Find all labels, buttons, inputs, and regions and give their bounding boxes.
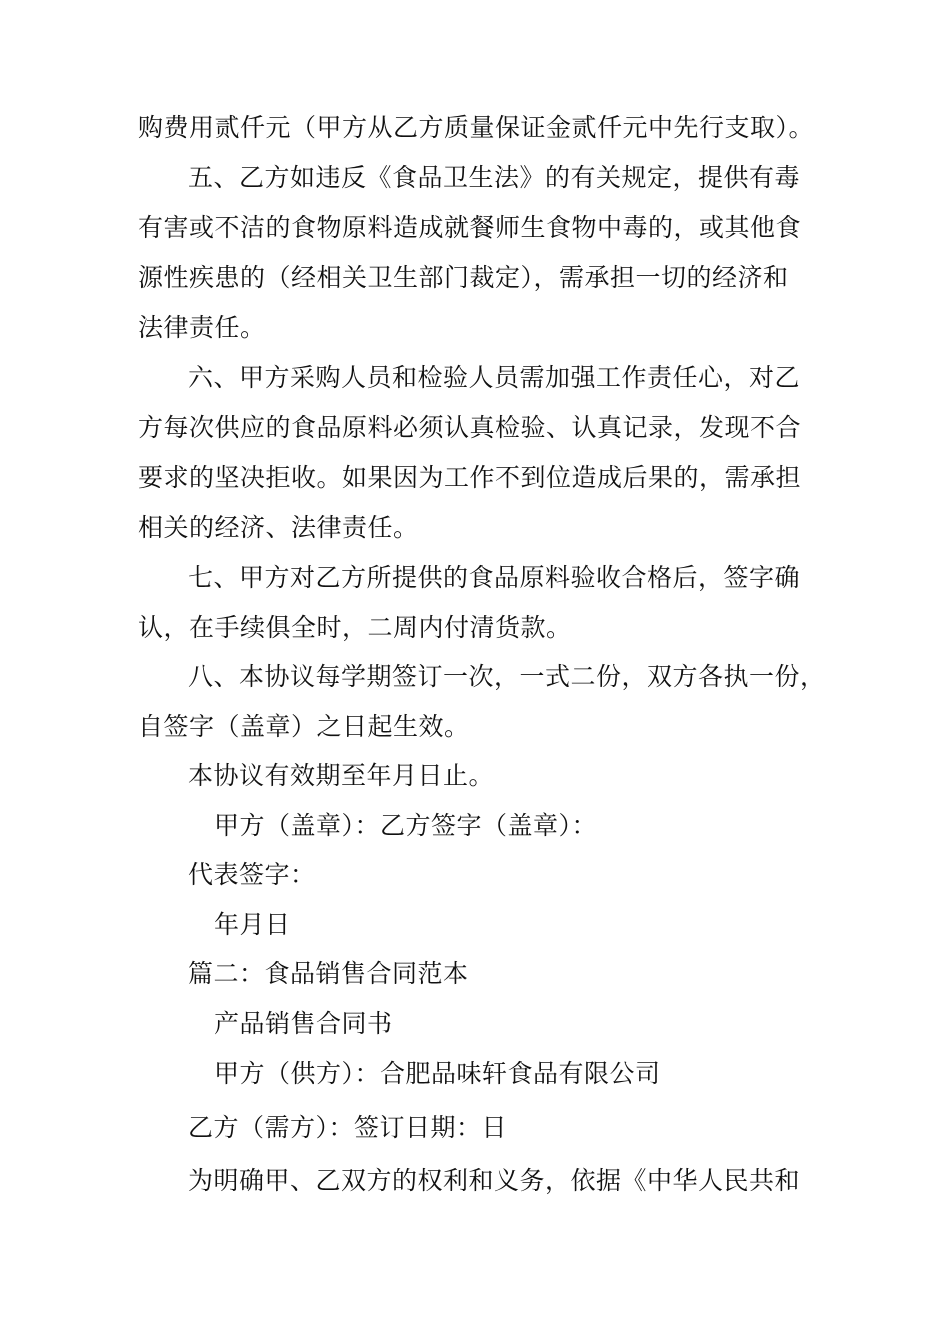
text-line: 七、甲方对乙方所提供的食品原料验收合格后，签字确 bbox=[188, 563, 801, 592]
text-line: 源性疾患的（经相关卫生部门裁定），需承担一切的经济和 bbox=[138, 263, 789, 292]
text-line: 要求的坚决拒收。如果因为工作不到位造成后果的，需承担 bbox=[138, 463, 802, 492]
text-line: 法律责任。 bbox=[138, 313, 266, 342]
text-line: 相关的经济、法律责任。 bbox=[138, 513, 419, 542]
text-line: 方每次供应的食品原料必须认真检验、认真记录，发现不合 bbox=[138, 413, 802, 442]
signature-line: 甲方（盖章）：乙方签字（盖章）： bbox=[214, 811, 598, 840]
text-line: 购费用贰仟元（甲方从乙方质量保证金贰仟元中先行支取）。 bbox=[138, 113, 815, 142]
section-heading: 篇二：食品销售合同范本 bbox=[188, 959, 469, 988]
party-a-line: 甲方（供方）：合肥品味轩食品有限公司 bbox=[214, 1059, 661, 1088]
text-line: 本协议有效期至年月日止。 bbox=[188, 761, 495, 790]
text-line: 自签字（盖章）之日起生效。 bbox=[138, 712, 470, 741]
party-b-line: 乙方（需方）：签订日期：日 bbox=[188, 1113, 508, 1142]
text-line: 为明确甲、乙双方的权利和义务，依据《中华人民共和 bbox=[188, 1166, 801, 1195]
text-line: 八、本协议每学期签订一次，一式二份，双方各执一份， bbox=[188, 662, 826, 691]
text-line: 五、乙方如违反《食品卫生法》的有关规定，提供有毒 bbox=[188, 163, 801, 192]
representative-line: 代表签字： bbox=[188, 860, 316, 889]
date-line: 年月日 bbox=[214, 910, 291, 939]
text-line: 认，在手续俱全时，二周内付清货款。 bbox=[138, 613, 572, 642]
text-line: 六、甲方采购人员和检验人员需加强工作责任心，对乙 bbox=[188, 363, 801, 392]
text-line: 有害或不洁的食物原料造成就餐师生食物中毒的，或其他食 bbox=[138, 213, 802, 242]
contract-title: 产品销售合同书 bbox=[214, 1009, 393, 1038]
